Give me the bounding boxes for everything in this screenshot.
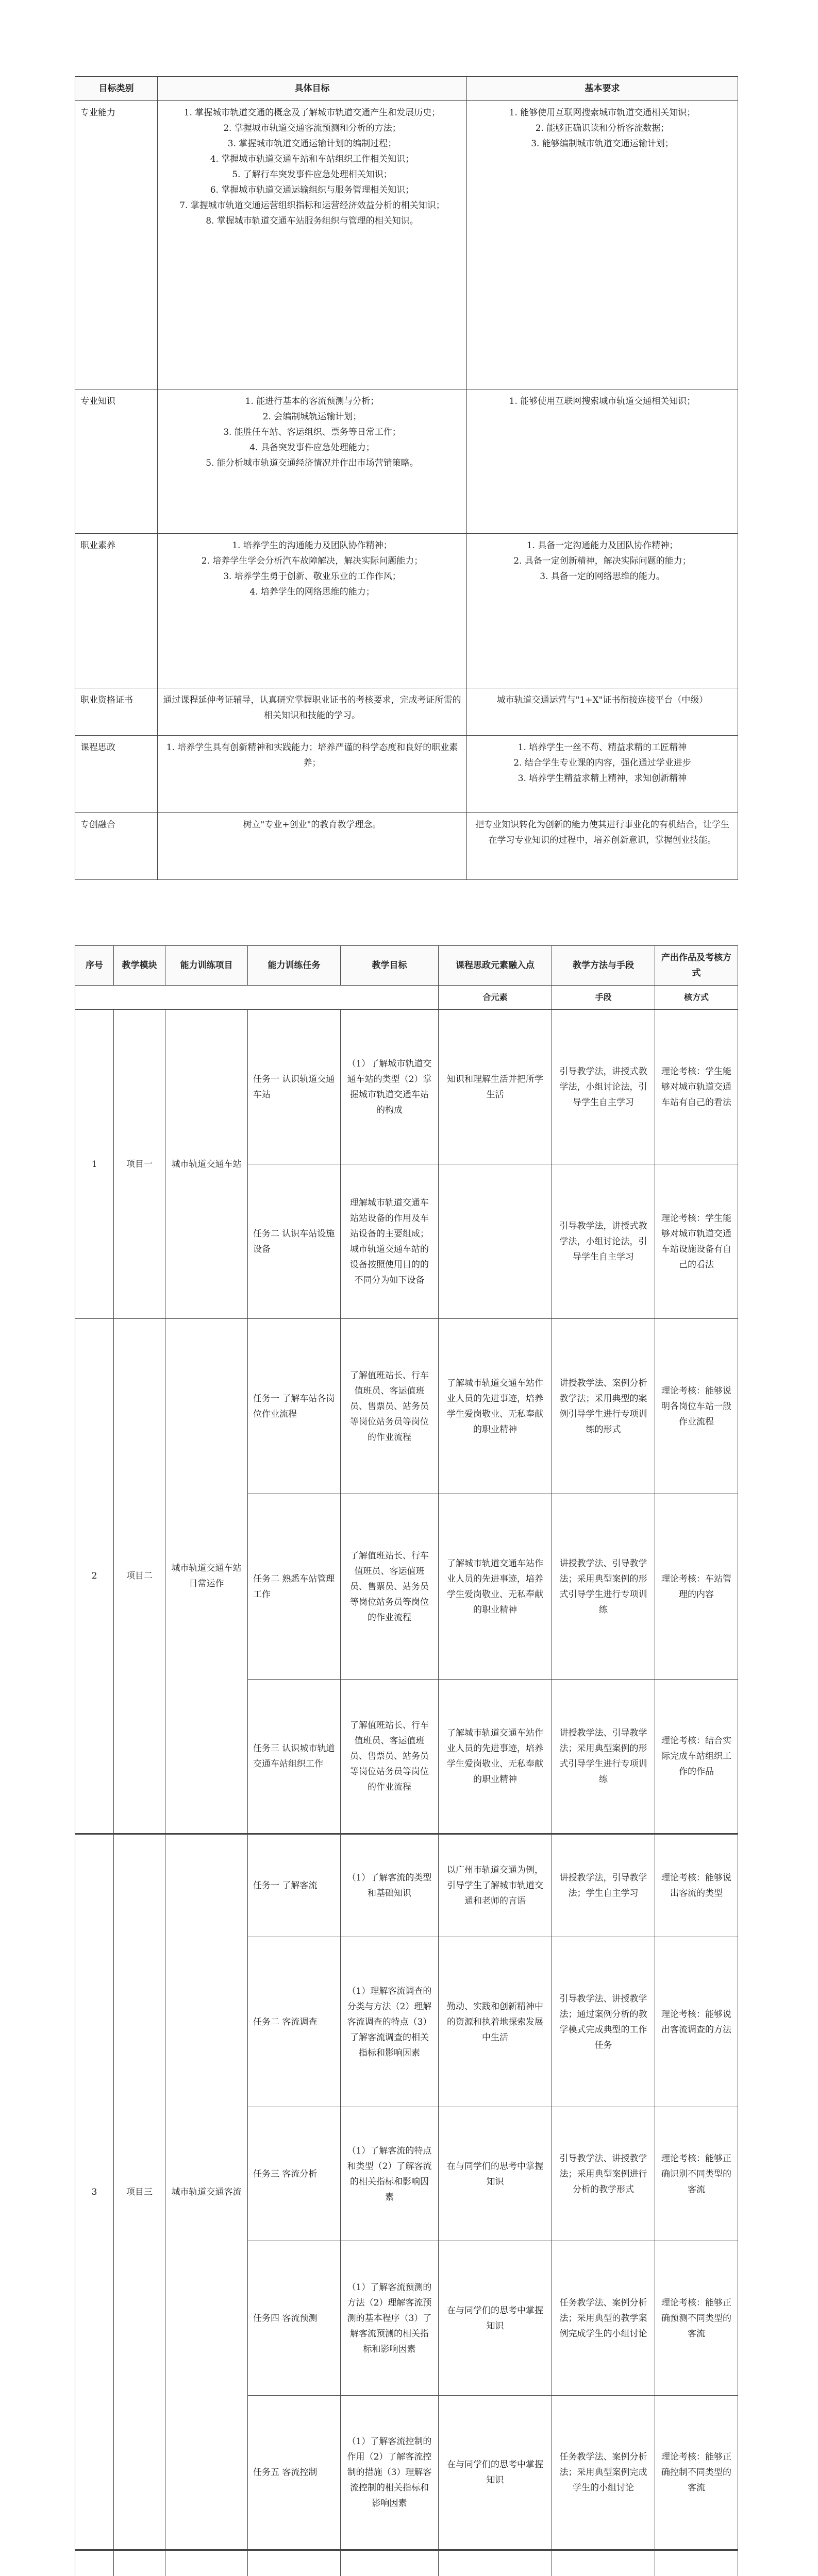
ideology-cell: 了解城市轨道交通车站作业人员的先进事迹，培养学生爱岗敬业、无私奉献的职业精神 bbox=[439, 1680, 552, 1834]
project-cell bbox=[165, 2550, 248, 2576]
goal-item: 2. 会编制城轨运输计划； bbox=[262, 412, 362, 422]
objective-goals bbox=[158, 813, 467, 880]
objective-category: 职业素养 bbox=[75, 534, 158, 688]
module-cell: 项目三 bbox=[114, 1834, 165, 2550]
header-output: 产出作品及考核方式 bbox=[655, 946, 738, 986]
requirement-item: 把专业知识转化为创新的能力使其进行事业化的有机结合，让学生在学习专业知识的过程中，培养创新意识，掌握创业技能。 bbox=[475, 820, 729, 845]
header-module: 教学模块 bbox=[114, 946, 165, 986]
output-cell: 理论考核：结合实际完成车站组织工作的作品 bbox=[655, 1680, 738, 1834]
requirement-item: 2. 具备一定创新精神，解决实际问题的能力； bbox=[513, 556, 691, 566]
header-requirements: 基本要求 bbox=[467, 77, 738, 101]
objective-requirements bbox=[467, 736, 738, 813]
objectives-row bbox=[75, 389, 738, 534]
ideology-cell: 在与同学们的思考中掌握知识 bbox=[439, 2241, 552, 2396]
method-cell: 讲授教学法、案例分析教学法；采用典型的案例引导学生进行专项训练的形式 bbox=[552, 1319, 655, 1494]
objective-category: 专业能力 bbox=[75, 101, 158, 389]
header-task: 能力训练任务 bbox=[248, 946, 341, 986]
module-cell: 项目二 bbox=[114, 1319, 165, 1834]
objectives-row bbox=[75, 101, 738, 389]
task-cell: 任务五 客流控制 bbox=[248, 2396, 341, 2550]
task-cell: 任务一 了解客流 bbox=[248, 1834, 341, 1937]
goal-item: 1. 能进行基本的客流预测与分析； bbox=[245, 396, 379, 406]
objective-category: 专创融合 bbox=[75, 813, 158, 880]
ideology-cell: 勤动、实践和创新精神中的资源和执着地探索发展中生活 bbox=[439, 1937, 552, 2107]
objective-category: 课程思政 bbox=[75, 736, 158, 813]
ideology-cell: 以广州市轨道交通为例，引导学生了解城市轨道交通和老师的言语 bbox=[439, 1834, 552, 1937]
goal-item: 3. 掌握城市轨道交通运输计划的编制过程； bbox=[227, 139, 397, 149]
goal-cell: 理解城市轨道交通车站站设备的作用及车站设备的主要组成；城市轨道交通车站的设备按照使用目的的不同分为如下设备 bbox=[341, 1164, 439, 1319]
teaching-header-row bbox=[75, 946, 738, 986]
goal-item: 5. 了解行车突发事件应急处理相关知识； bbox=[232, 170, 392, 180]
goal-cell: （1）了解客流预测的方法（2）理解客流预测的基本程序（3）了解客流预测的相关指标和影响因素 bbox=[341, 2241, 439, 2396]
subheader-method: 手段 bbox=[552, 986, 655, 1010]
task-cell: 任务二 客流调查 bbox=[248, 1937, 341, 2107]
header-project: 能力训练项目 bbox=[165, 946, 248, 986]
goal-item: 3. 培养学生勇于创新、敬业乐业的工作作风； bbox=[223, 571, 401, 582]
output-cell: 理论考核：能够正确识别不同类型的客流 bbox=[655, 2107, 738, 2241]
requirement-item: 3. 具备一定的网络思维的能力。 bbox=[540, 571, 665, 582]
method-cell: 讲授教学法、引导教学法；采用典型案例的形式引导学生进行专项训练 bbox=[552, 1494, 655, 1680]
no-cell: 3 bbox=[75, 1834, 114, 2550]
objectives-row bbox=[75, 534, 738, 688]
output-cell: 理论考核：能够说出客流的类型 bbox=[655, 1834, 738, 1937]
ideology-cell: 在与同学们的思考中掌握知识 bbox=[439, 2107, 552, 2241]
no-cell: 1 bbox=[75, 1010, 114, 1319]
goal-item: 7. 掌握城市轨道交通运营组织指标和运营经济效益分析的相关知识； bbox=[179, 200, 445, 211]
goal-item: 1. 掌握城市轨道交通的概念及了解城市轨道交通产生和发展历史； bbox=[183, 108, 441, 118]
method-cell: 引导教学法、讲授教学法；采用典型案例进行分析的教学形式 bbox=[552, 2107, 655, 2241]
method-cell: 引导教学法，讲授式教学法，小组讨论法，引导学生自主学习 bbox=[552, 1164, 655, 1319]
objectives-header-row bbox=[75, 77, 738, 101]
objective-requirements bbox=[467, 534, 738, 688]
goal-item: 3. 能胜任车站、客运组织、票务等日常工作； bbox=[223, 427, 401, 437]
requirement-item: 3. 能够编制城市轨道交通运输计划； bbox=[531, 139, 674, 149]
requirement-item: 2. 结合学生专业课的内容，强化通过学业进步 bbox=[513, 758, 691, 768]
goal-item: 1. 培养学生具有创新精神和实践能力；培养严谨的科学态度和良好的职业素养； bbox=[166, 742, 458, 768]
objective-requirements bbox=[467, 389, 738, 534]
requirement-item: 城市轨道交通运营与"1+X"证书衔接连接平台（中级） bbox=[496, 695, 708, 705]
ideology-cell: 了解城市轨道交通车站作业人员的先进事迹，培养学生爱岗敬业、无私奉献的职业精神 bbox=[439, 1494, 552, 1680]
requirement-item: 1. 具备一定沟通能力及团队协作精神； bbox=[526, 540, 678, 551]
project-cell: 城市轨道交通客流 bbox=[165, 1834, 248, 2550]
output-cell bbox=[655, 2550, 738, 2576]
requirement-item: 1. 能够使用互联网搜索城市轨道交通相关知识； bbox=[509, 396, 696, 406]
task-cell: 任务三 客流分析 bbox=[248, 2107, 341, 2241]
goal-item: 1. 培养学生的沟通能力及团队协作精神； bbox=[232, 540, 392, 551]
output-cell: 理论考核：学生能够对城市轨道交通车站设施设备有自己的看法 bbox=[655, 1164, 738, 1319]
output-cell: 理论考核：学生能够对城市轨道交通车站有自己的看法 bbox=[655, 1010, 738, 1164]
goal-item: 8. 掌握城市轨道交通车站服务组织与管理的相关知识。 bbox=[206, 216, 419, 226]
teaching-row bbox=[75, 2550, 738, 2576]
method-cell: 任务教学法、案例分析法；采用典型的教学案例完成学生的小组讨论 bbox=[552, 2241, 655, 2396]
header-category: 目标类别 bbox=[75, 77, 158, 101]
objective-goals bbox=[158, 389, 467, 534]
header-goal: 教学目标 bbox=[341, 946, 439, 986]
ideology-cell bbox=[439, 1164, 552, 1319]
module-cell bbox=[114, 2550, 165, 2576]
ideology-cell: 了解城市轨道交通车站作业人员的先进事迹，培养学生爱岗敬业、无私奉献的职业精神 bbox=[439, 1319, 552, 1494]
header-goals: 具体目标 bbox=[158, 77, 467, 101]
objective-goals bbox=[158, 101, 467, 389]
objective-goals bbox=[158, 736, 467, 813]
project-cell: 城市轨道交通车站 bbox=[165, 1010, 248, 1319]
goal-item: 2. 培养学生学会分析汽车故障解决，解决实际问题能力； bbox=[201, 556, 423, 566]
method-cell: 引导教学法，讲授式教学法，小组讨论法，引导学生自主学习 bbox=[552, 1010, 655, 1164]
objectives-row bbox=[75, 813, 738, 880]
teaching-table bbox=[75, 945, 738, 2576]
goal-cell: （1）了解城市轨道交通车站的类型（2）掌握城市轨道交通车站的构成 bbox=[341, 1010, 439, 1164]
task-cell: 任务一 了解车站各岗位作业流程 bbox=[248, 1319, 341, 1494]
task-cell: 任务一 认识轨道交通车站 bbox=[248, 1010, 341, 1164]
goal-cell: （1）了解客流控制的作用（2）了解客流控制的措施（3）理解客流控制的相关指标和影响因素 bbox=[341, 2396, 439, 2550]
module-cell: 项目一 bbox=[114, 1010, 165, 1319]
objective-goals bbox=[158, 688, 467, 736]
ideology-cell: 知识和理解生活并把所学生活 bbox=[439, 1010, 552, 1164]
goal-item: 5. 能分析城市轨道交通经济情况并作出市场营销策略。 bbox=[206, 458, 419, 468]
method-cell: 任务教学法、案例分析法；采用典型案例完成学生的小组讨论 bbox=[552, 2396, 655, 2550]
header-no: 序号 bbox=[75, 946, 114, 986]
output-cell: 理论考核：能够说出客流调查的方法 bbox=[655, 1937, 738, 2107]
objectives-row bbox=[75, 688, 738, 736]
goal-item: 4. 培养学生的网络思维的能力； bbox=[249, 587, 375, 597]
objective-category: 职业资格证书 bbox=[75, 688, 158, 736]
objective-requirements bbox=[467, 101, 738, 389]
subheader-ideology: 合元素 bbox=[439, 986, 552, 1010]
goal-cell: （1）理解客流调查的分类与方法（2）理解客流调查的特点（3）了解客流调查的相关指标和影响因素 bbox=[341, 1937, 439, 2107]
method-cell: 讲授教学法，引导教学法；学生自主学习 bbox=[552, 1834, 655, 1937]
teaching-row bbox=[75, 1010, 738, 1164]
header-ideology: 课程思政元素融入点 bbox=[439, 946, 552, 986]
task-cell bbox=[248, 2550, 341, 2576]
method-cell: 引导教学法、讲授教学法；通过案例分析的教学模式完成典型的工作任务 bbox=[552, 1937, 655, 2107]
output-cell: 理论考核：能够说明各岗位车站一般作业流程 bbox=[655, 1319, 738, 1494]
output-cell: 理论考核：车站管理的内容 bbox=[655, 1494, 738, 1680]
goal-item: 4. 掌握城市轨道交通车站和车站组织工作相关知识； bbox=[210, 154, 414, 164]
goal-cell: 了解值班站长、行车值班员、客运值班员、售票员、站务员等岗位站务员等岗位的作业流程 bbox=[341, 1319, 439, 1494]
objectives-table bbox=[75, 76, 738, 880]
goal-item: 6. 掌握城市轨道交通运输组织与服务管理相关知识； bbox=[210, 185, 414, 195]
no-cell: 2 bbox=[75, 1319, 114, 1834]
teaching-subheader-row bbox=[75, 986, 738, 1010]
project-cell: 城市轨道交通车站日常运作 bbox=[165, 1319, 248, 1834]
goal-cell: （1）了解客流的特点和类型（2）了解客流的相关指标和影响因素 bbox=[341, 2107, 439, 2241]
task-cell: 任务四 客流预测 bbox=[248, 2241, 341, 2396]
goal-item: 4. 具备突发事件应急处理能力； bbox=[249, 443, 375, 453]
requirement-item: 1. 培养学生一丝不苟、精益求精的工匠精神 bbox=[517, 742, 687, 753]
objective-category: 专业知识 bbox=[75, 389, 158, 534]
method-cell bbox=[552, 2550, 655, 2576]
objective-requirements bbox=[467, 813, 738, 880]
objective-requirements bbox=[467, 688, 738, 736]
method-cell: 讲授教学法、引导教学法；采用典型案例的形式引导学生进行专项训练 bbox=[552, 1680, 655, 1834]
output-cell: 理论考核：能够正确预测不同类型的客流 bbox=[655, 2241, 738, 2396]
task-cell: 任务二 熟悉车站管理工作 bbox=[248, 1494, 341, 1680]
task-cell: 任务三 认识城市轨道交通车站组织工作 bbox=[248, 1680, 341, 1834]
requirement-item: 3. 培养学生精益求精上精神，求知创新精神 bbox=[517, 773, 687, 784]
output-cell: 理论考核：能够正确控制不同类型的客流 bbox=[655, 2396, 738, 2550]
goal-item: 树立"专业+创业"的教育教学理念。 bbox=[243, 820, 381, 830]
goal-cell: 了解值班站长、行车值班员、客运值班员、售票员、站务员等岗位站务员等岗位的作业流程 bbox=[341, 1680, 439, 1834]
requirement-item: 1. 能够使用互联网搜索城市轨道交通相关知识； bbox=[509, 108, 696, 118]
teaching-row bbox=[75, 1834, 738, 1937]
objectives-row bbox=[75, 736, 738, 813]
goal-cell: （1）了解客流的类型和基础知识 bbox=[341, 1834, 439, 1937]
subheader-output: 核方式 bbox=[655, 986, 738, 1010]
goal-item: 2. 掌握城市轨道交通客流预测和分析的方法； bbox=[223, 123, 401, 133]
goal-item: 通过课程延伸考证辅导，认真研究掌握职业证书的考核要求，完成考证所需的相关知识和技能的学习。 bbox=[163, 695, 461, 721]
header-method: 教学方法与手段 bbox=[552, 946, 655, 986]
goal-cell: 了解值班站长、行车值班员、客运值班员、售票员、站务员等岗位站务员等岗位的作业流程 bbox=[341, 1494, 439, 1680]
task-cell: 任务二 认识车站设施设备 bbox=[248, 1164, 341, 1319]
objective-goals bbox=[158, 534, 467, 688]
ideology-cell bbox=[439, 2550, 552, 2576]
requirement-item: 2. 能够正确识读和分析客流数据； bbox=[535, 123, 670, 133]
teaching-row bbox=[75, 1319, 738, 1494]
goal-cell bbox=[341, 2550, 439, 2576]
ideology-cell: 在与同学们的思考中掌握知识 bbox=[439, 2396, 552, 2550]
no-cell bbox=[75, 2550, 114, 2576]
